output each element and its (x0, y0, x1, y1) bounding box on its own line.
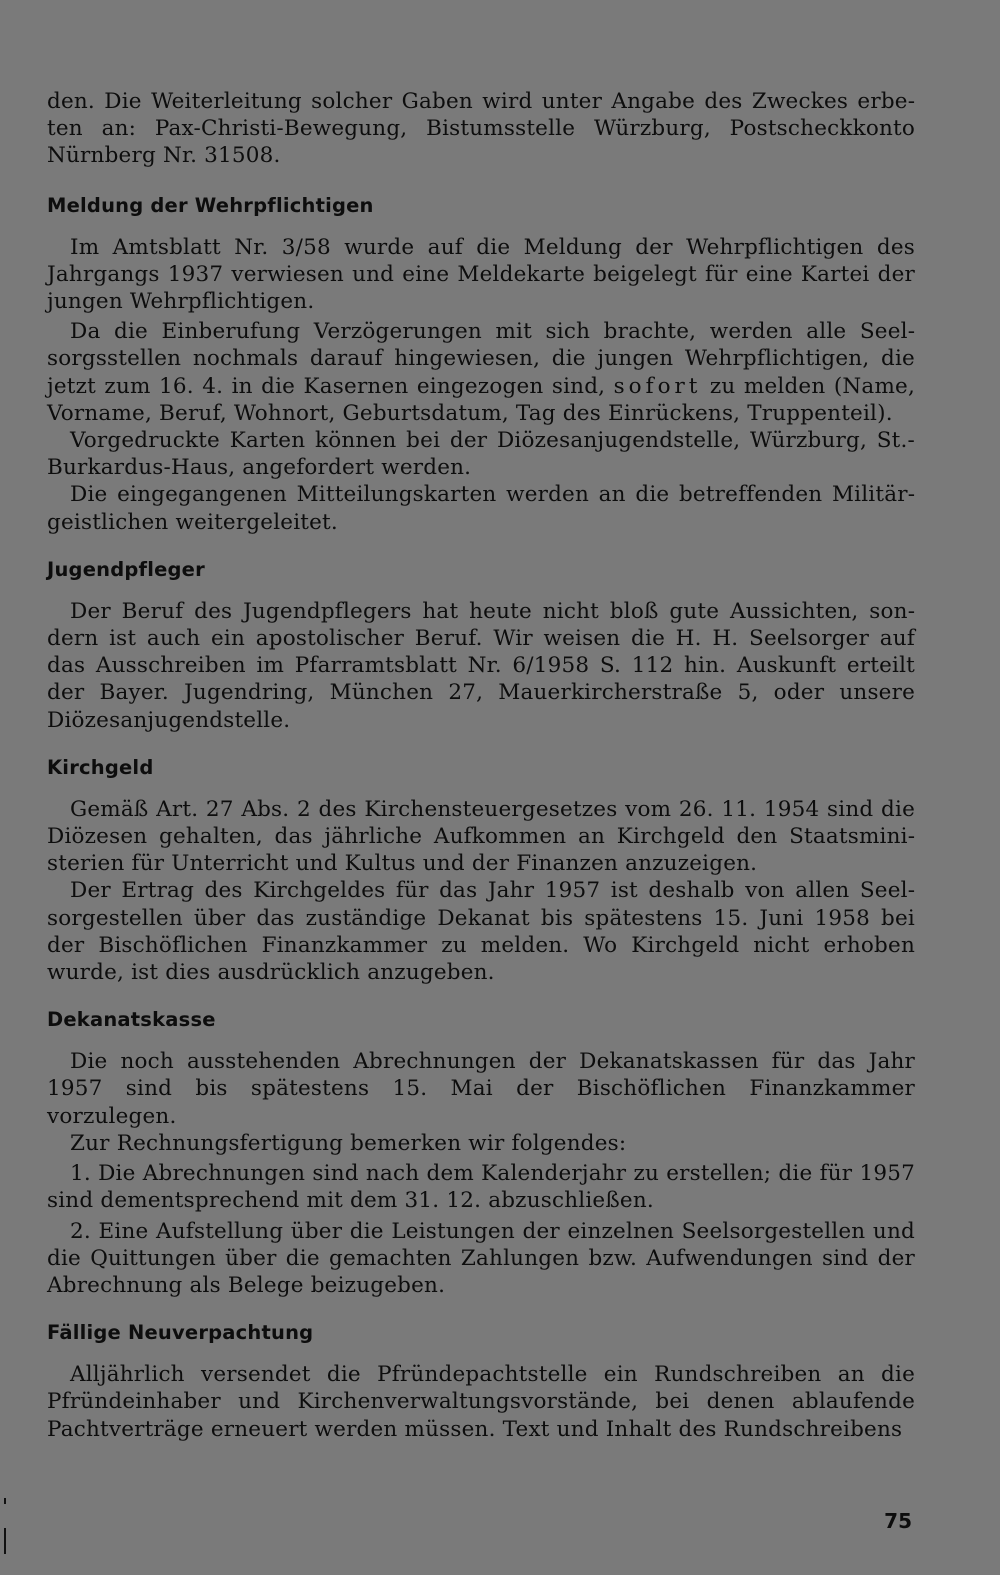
kirchgeld-paragraph-2: Der Ertrag des Kirchgeldes für das Jahr 1957 ist deshalb von allen Seelsorgestellen über das zuständige Dekanat bis spätestens 15. Juni 1958 bei der Bischöflichen Finanzkammer zu melden. Wo Kirchgeld nicht erhoben wurde, ist dies ausdrücklich anzugeben. (47, 878, 915, 986)
page-number: 75 (884, 1509, 912, 1533)
heading-kirchgeld: Kirchgeld (47, 755, 154, 779)
wehrpflicht-paragraph-3: Vorgedruckte Karten können bei der Diözesanjugendstelle, Würzburg, St.-Burkardus-Haus, angefordert werden. (47, 428, 915, 481)
document-page (47, 88, 915, 1443)
dekanatskasse-list-item-2: 2. Eine Aufstellung über die Leistungen der einzelnen Seelsorgestellen und die Quittungen über die gemachten Zahlungen bzw. Aufwendungen sind der Abrechnung als Belege beizugeben. (47, 1218, 915, 1298)
section-kirchgeld (47, 756, 915, 986)
intro-paragraph: den. Die Weiterleitung solcher Gaben wird unter Angabe des Zweckes erbeten an: Pax-Christi-Bewegung, Bistumsstelle Würzburg, Postscheckkonto Nürnberg Nr. 31508. (47, 89, 915, 169)
scan-edge-mark (4, 1528, 6, 1554)
heading-dekanatskasse: Dekanatskasse (47, 1008, 216, 1032)
jugendpfleger-paragraph-1: Der Beruf des Jugendpflegers hat heute nicht bloß gute Aussichten, sondern ist auch ein apostolischer Beruf. Wir weisen die H. H. Seelsorger auf das Ausschreiben im Pfarramtsblatt Nr. 6/1958 S. 112 hin. Auskunft erteilt der Bayer. Jugendring, München 27, Mauerkircherstraße 5, oder unsere Diözesanjugendstelle. (47, 598, 915, 733)
wehrpflicht-paragraph-4: Die eingegangenen Mitteilungskarten werden an die betreffenden Militärgeistlichen weitergeleitet. (47, 482, 915, 535)
section-neuverpachtung (47, 1321, 915, 1443)
wehrpflicht-p2-start: Da die Einberufung Verzögerungen mit sich brachte, werden alle Seelsorgsstellen nochmals darauf hingewiesen, die jungen Wehrpflichtigen, die jetzt zum 16. 4. in die Kasernen eingezogen sind, (47, 319, 915, 399)
wehrpflicht-p2-end: zu melden (Name, Vorname, Beruf, Wohnort, Geburtsdatum, Tag des Einrückens, Truppenteil). (47, 373, 915, 426)
section-dekanatskasse (47, 1008, 915, 1299)
emphasis-sofort: sofort (613, 373, 702, 399)
heading-wehrpflicht: Meldung der Wehrpflichtigen (47, 193, 374, 217)
wehrpflicht-paragraph-2 (47, 318, 915, 427)
dekanatskasse-paragraph-1: Die noch ausstehenden Abrechnungen der Dekanatskassen für das Jahr 1957 sind bis spätestens 15. Mai der Bischöflichen Finanzkammer vorzulegen. (47, 1049, 915, 1129)
dekanatskasse-list-item-1: 1. Die Abrechnungen sind nach dem Kalenderjahr zu erstellen; die für 1957 sind dementsprechend mit dem 31. 12. abzuschließen. (47, 1161, 915, 1214)
section-wehrpflicht (47, 194, 915, 536)
heading-neuverpachtung: Fällige Neuverpachtung (47, 1321, 314, 1345)
heading-jugendpfleger: Jugendpfleger (47, 557, 205, 581)
neuverpachtung-paragraph-1: Alljährlich versendet die Pfründepachtstelle ein Rundschreiben an die Pfründeinhaber und Kirchenverwaltungsvorstände, bei denen ablaufende Pachtverträge erneuert werden müssen. Text und Inhalt des Rundschreibens (47, 1362, 915, 1442)
kirchgeld-paragraph-1: Gemäß Art. 27 Abs. 2 des Kirchensteuergesetzes vom 26. 11. 1954 sind die Diözesen gehalten, das jährliche Aufkommen an Kirchgeld den Staatsministerien für Unterricht und Kultus und der Finanzen anzuzeigen. (47, 796, 915, 877)
scan-edge-mark (4, 1498, 6, 1504)
dekanatskasse-paragraph-2: Zur Rechnungsfertigung bemerken wir folgendes: (70, 1130, 627, 1156)
wehrpflicht-paragraph-1: Im Amtsblatt Nr. 3/58 wurde auf die Meldung der Wehrpflichtigen des Jahrgangs 1937 verwiesen und eine Meldekarte beigelegt für eine Kartei der jungen Wehrpflichtigen. (47, 234, 915, 315)
section-jugendpfleger (47, 558, 915, 734)
